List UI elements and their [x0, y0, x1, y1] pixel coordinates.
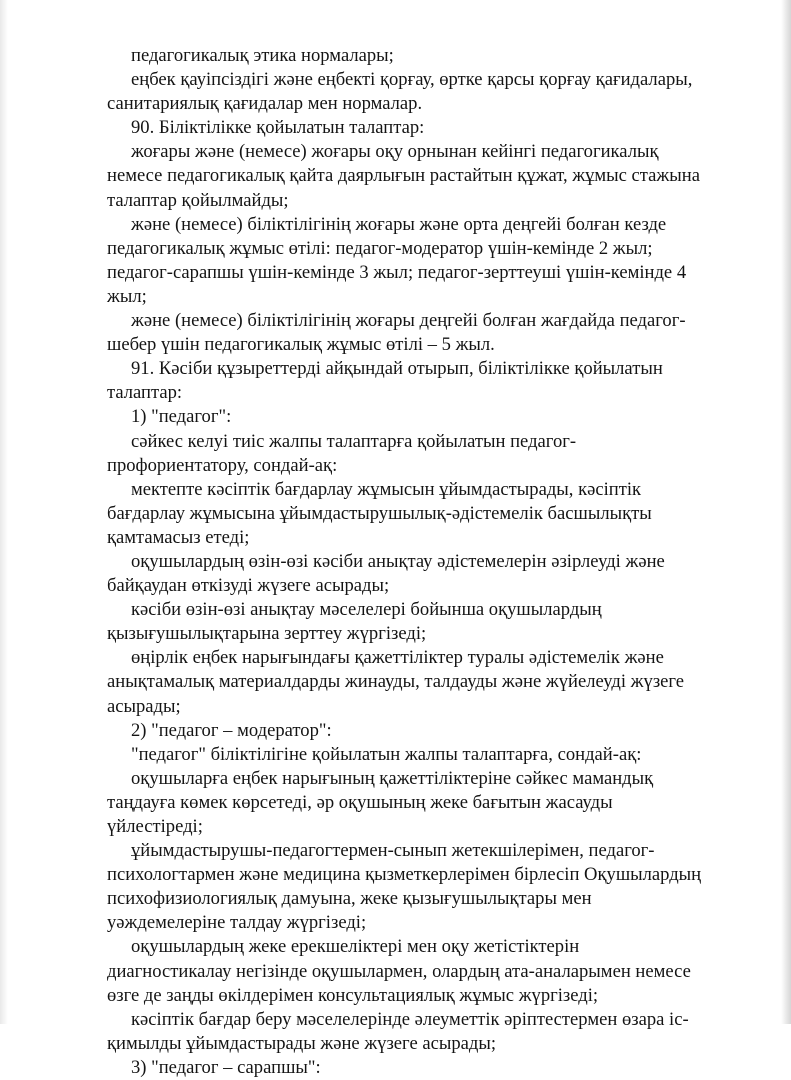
text-line: психологтармен және медицина қызметкерлерімен бірлесіп Оқушылардың — [107, 864, 702, 886]
text-line: ұйымдастырушы-педагогтермен-сынып жетекшілерімен, педагог- — [131, 840, 655, 862]
text-line: талаптар қойылмайды; — [107, 189, 289, 211]
text-line: сәйкес келуі тиіс жалпы талаптарға қойылатын педагог- — [131, 430, 577, 452]
text-line: немесе педагогикалық қайта даярлығын растайтын құжат, жұмыс стажына — [107, 165, 700, 187]
text-line: асырады; — [107, 695, 181, 717]
text-line: педагогикалық жұмыс өтілі: педагог-модератор үшін-кемінде 2 жыл; — [107, 237, 653, 259]
text-line: және (немесе) біліктілігінің жоғары деңгейі болған жағдайда педагог- — [131, 310, 686, 332]
text-line: анықтамалық материалдарды жинауды, талдауды және жүйелеуді жүзеге — [107, 671, 685, 693]
text-line: және (немесе) біліктілігінің жоғары және орта деңгейі болған кезде — [131, 213, 667, 235]
text-line: таңдауға көмек көрсетеді, әр оқушының жеке бағытын жасауды — [107, 791, 613, 813]
text-line: 2) "педагог – модератор": — [131, 719, 332, 741]
text-line: уәждемелеріне талдау жүргізеді; — [107, 912, 367, 934]
text-line: өзге де заңды өкілдерімен консультациялық жұмыс жүргізеді; — [107, 984, 599, 1006]
text-line: оқушылардың жеке ерекшеліктері мен оқу жетістіктерін — [131, 936, 580, 958]
text-line: 1) "педагог": — [131, 406, 232, 428]
text-line: үйлестіреді; — [107, 816, 203, 837]
text-line: еңбек қауіпсіздігі және еңбекті қорғау, өртке қарсы қорғау қағидалары, — [131, 69, 693, 91]
text-line: өңірлік еңбек нарығындағы қажеттіліктер туралы әдістемелік және — [131, 647, 664, 669]
text-line: мектепте кәсіптік бағдарлау жұмысын ұйымдастырады, кәсіптік — [131, 478, 642, 500]
document-body — [107, 44, 707, 1080]
text-line: кәсіби өзін-өзі анықтау мәселелері бойынша оқушылардың — [131, 599, 602, 621]
page-edge-left — [0, 0, 8, 1024]
text-line: санитариялық қағидалар мен нормалар. — [107, 93, 423, 115]
text-line: қимылды ұйымдастырады және жүзеге асырады; — [107, 1032, 497, 1054]
text-line: 3) "педагог – сарапшы": — [131, 1056, 321, 1078]
text-line: талаптар: — [107, 382, 183, 404]
text-line: диагностикалау негізінде оқушылармен, олардың ата-аналарымен немесе — [107, 960, 691, 982]
text-line: бағдарлау жұмысына ұйымдастырушылық-әдістемелік басшылықты — [107, 502, 652, 524]
text-line: психофизиологиялық дамуына, жеке қызығушылықтары мен — [107, 888, 592, 910]
text-line: педагог-сарапшы үшін-кемінде 3 жыл; педагог-зерттеуші үшін-кемінде 4 — [107, 261, 687, 283]
text-line: "педагог" біліктілігіне қойылатын жалпы талаптарға, сондай-ақ: — [131, 743, 642, 765]
text-line: оқушыларға еңбек нарығының қажеттіліктеріне сәйкес мамандық — [131, 767, 654, 789]
text-line: шебер үшін педагогикалық жұмыс өтілі – 5 жыл. — [107, 334, 495, 356]
text-line: байқаудан өткізуді жүзеге асырады; — [107, 575, 390, 597]
text-line: кәсіптік бағдар беру мәселелерінде әлеуметтік әріптестермен өзара іс- — [131, 1008, 689, 1030]
text-line: қамтамасыз етеді; — [107, 526, 250, 548]
text-line: педагогикалық этика нормалары; — [131, 45, 394, 66]
text-line: қызығушылықтарына зерттеу жүргізеді; — [107, 623, 427, 645]
text-line: 90. Біліктілікке қойылатын талаптар: — [131, 117, 425, 139]
text-line: 91. Кәсіби құзыреттерді айқындай отырып, біліктілікке қойылатын — [131, 358, 663, 380]
text-line: профориентатору, сондай-ақ: — [107, 454, 338, 476]
text-line: жоғары және (немесе) жоғары оқу орнынан кейінгі педагогикалық — [131, 141, 659, 163]
text-line: жыл; — [107, 285, 147, 307]
page-edge-right — [781, 0, 791, 1024]
text-line: оқушылардың өзін-өзі кәсіби анықтау әдістемелерін әзірлеуді және — [131, 550, 665, 572]
